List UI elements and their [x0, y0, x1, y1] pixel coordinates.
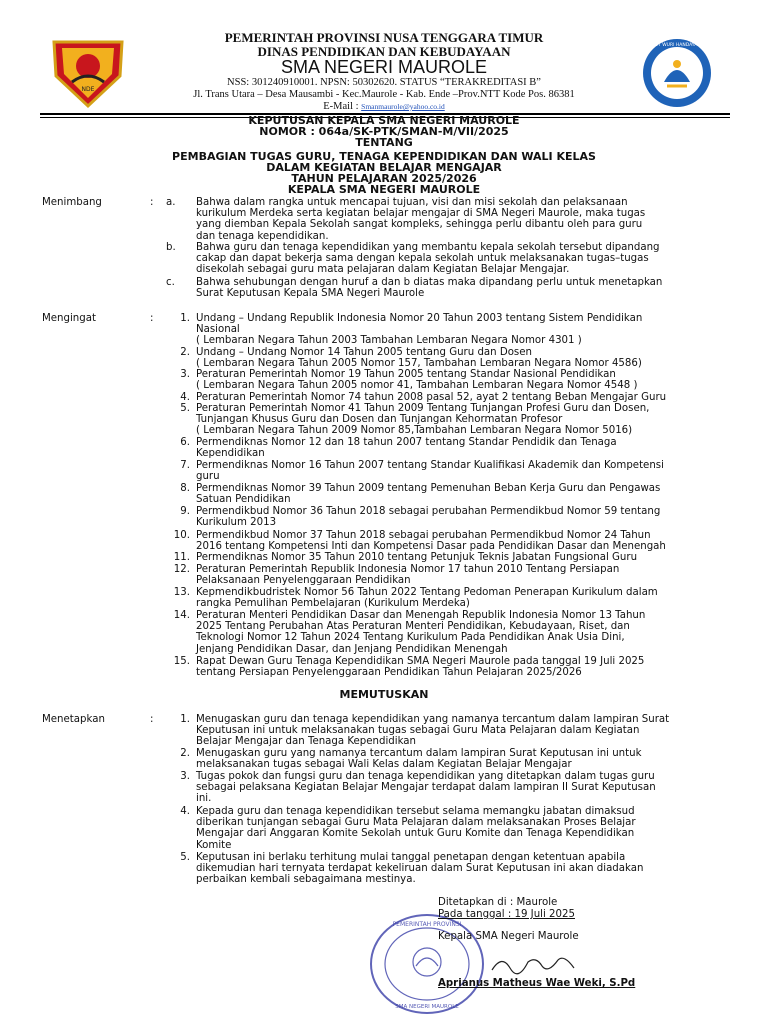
official-stamp: [368, 912, 486, 1016]
text-line: Rapat Dewan Guru Tenaga Kependidikan SMA Negeri Maurole pada tanggal 19 Juli 2025: [196, 656, 645, 667]
text-line: diberikan tunjangan sebagai Guru Mata Pelajaran dalam melaksanakan Proses Belajar: [196, 817, 636, 829]
mengingat-item: [196, 610, 722, 655]
menetapkan-label: Menetapkan: [42, 714, 105, 725]
text-line: ( Lembaran Negara Tahun 2003 Tambahan Lembaran Negara Nomor 4301 ): [196, 335, 582, 347]
menimbang-item: [196, 277, 722, 299]
text-line: ( Lembaran Negara Tahun 2009 Nomor 85,Tambahan Lembaran Negara Nomor 5016): [196, 425, 633, 437]
text-line: melaksanakan tugas sebagai Wali Kelas dalam Kegiatan Belajar Mengajar: [196, 759, 572, 771]
text-line: Surat Keputusan Kepala SMA Negeri Maurole: [196, 288, 425, 300]
text-line: Permendiknas Nomor 16 Tahun 2007 tentang Standar Kualifikasi Akademik dan Kompetensi: [196, 460, 664, 471]
kop-nss-npsn: NSS: 301240910001. NPSN: 50302620. STATUS “TERAKREDITASI B”: [227, 77, 541, 88]
mengingat-item: [196, 587, 722, 609]
text-line: Tunjangan Khusus Guru dan Dosen dan Tunjangan Kehormatan Profesor: [196, 414, 563, 426]
menetapkan-number: 3.: [180, 771, 190, 782]
kop-address: Jl. Trans Utara – Desa Mausambi - Kec.Maurole - Kab. Ende –Prov.NTT Kode Pos. 86381: [193, 89, 575, 100]
menimbang-label: Menimbang: [42, 197, 102, 208]
mengingat-item: [196, 564, 722, 586]
text-line: 2025 Tentang Perubahan Atas Peraturan Menteri Pendidikan, Kebudayaan, Riset, dan: [196, 621, 630, 633]
mengingat-number: 11.: [173, 552, 190, 563]
text-line: dan tenaga kependidikan.: [196, 230, 329, 242]
text-line: Menugaskan guru yang namanya tercantum dalam lampiran Surat Keputusan ini untuk: [196, 748, 642, 759]
text-line: Kepada guru dan tenaga kependidikan tersebut selama memangku jabatan dimaksud: [196, 806, 635, 817]
logo-left-text: NDE: [81, 86, 95, 93]
menetapkan-number: 4.: [180, 806, 190, 817]
text-line: dikemudian hari ternyata terdapat kekeliruan dalam Surat Keputusan ini akan diadakan: [196, 863, 644, 875]
menetapkan-number: 5.: [180, 852, 190, 863]
menimbang-letter: c.: [166, 277, 175, 288]
text-line: Komite: [196, 839, 232, 851]
text-line: Permendikbud Nomor 36 Tahun 2018 sebagai perubahan Permendikbud Nomor 59 tentang: [196, 506, 661, 517]
menimbang-letter: a.: [166, 197, 176, 208]
menetapkan-item: [196, 748, 722, 770]
menetapkan-item: [196, 771, 722, 805]
handwritten-signature: [488, 950, 578, 978]
menetapkan-item: [196, 852, 722, 886]
pada-tanggal: Pada tanggal : 19 Juli 2025: [438, 909, 575, 920]
text-line: Kepmendikbudristek Nomor 56 Tahun 2022 Tentang Pedoman Penerapan Kurikulum dalam: [196, 587, 658, 598]
text-line: tentang Persiapan Penyelenggaraan Pendidikan Tahun Pelajaran 2025/2026: [196, 667, 582, 679]
signatory-name: Aprianus Matheus Wae Weki, S.Pd: [438, 978, 636, 989]
menetapkan-number: 1.: [180, 714, 190, 725]
text-line: Tugas pokok dan fungsi guru dan tenaga kependidikan yang ditetapkan dalam tugas guru: [196, 771, 655, 782]
text-line: Bahwa guru dan tenaga kependidikan yang membantu kepala sekolah tersebut dipandang: [196, 242, 660, 253]
text-line: 2016 tentang Kompetensi Inti dan Kompetensi Dasar pada Pendidikan Dasar dan Menengah: [196, 541, 666, 553]
text-line: Permendikbud Nomor 37 Tahun 2018 sebagai perubahan Permendikbud Nomor 24 Tahun: [196, 530, 651, 541]
text-line: Permendiknas Nomor 12 dan 18 tahun 2007 tentang Standar Pendidik dan Tenaga: [196, 437, 617, 448]
stamp-inner-text: SMA NEGERI MAUROLE: [395, 1004, 459, 1010]
text-line: kurikulum Merdeka serta kegiatan belajar mengajar di SMA Negeri Maurole, maka tugas: [196, 208, 646, 220]
mengingat-number: 3.: [180, 369, 190, 380]
mengingat-item: [196, 392, 722, 403]
text-line: yang diemban Kepala Sekolah sangat kompleks, sehingga perlu dibantu oleh para guru: [196, 219, 643, 231]
mengingat-item: [196, 460, 722, 482]
text-line: Keputusan ini berlaku terhitung mulai tanggal penetapan dengan ketentuan apabila: [196, 852, 626, 863]
mengingat-colon: :: [150, 313, 154, 324]
stamp-text: PEMERINTAH PROVINSI: [392, 921, 462, 928]
mengingat-number: 10.: [173, 530, 190, 541]
mengingat-item: [196, 403, 722, 437]
mengingat-number: 5.: [180, 403, 190, 414]
text-line: Peraturan Pemerintah Nomor 41 Tahun 2009 Tentang Tunjangan Profesi Guru dan Dosen,: [196, 403, 650, 414]
kop-department: DINAS PENDIDIKAN DAN KEBUDAYAAN: [257, 44, 511, 59]
text-line: Bahwa dalam rangka untuk mencapai tujuan, visi dan misi sekolah dan pelaksanaan: [196, 197, 628, 208]
mengingat-number: 14.: [173, 610, 190, 621]
mengingat-item: [196, 530, 722, 552]
decree-subject-2: DALAM KEGIATAN BELAJAR MENGAJAR: [266, 161, 502, 174]
mengingat-item: [196, 347, 722, 369]
kop-email-line: [0, 101, 768, 112]
text-line: ( Lembaran Negara Tahun 2005 Nomor 157, Tambahan Lembaran Negara Nomor 4586): [196, 358, 642, 370]
email-link[interactable]: Smanmaurole@yahoo.co.id: [361, 102, 445, 111]
menetapkan-item: [196, 714, 722, 748]
menimbang-item: [196, 197, 722, 242]
decree-number: NOMOR : 064a/SK-PTK/SMAN-M/VII/2025: [259, 125, 509, 138]
text-line: Peraturan Pemerintah Republik Indonesia Nomor 17 tahun 2010 Tentang Persiapan: [196, 564, 620, 575]
text-line: Peraturan Pemerintah Nomor 74 tahun 2008 pasal 52, ayat 2 tentang Beban Mengajar Guru: [196, 392, 667, 403]
mengingat-item: [196, 313, 722, 347]
decree-issuer: KEPALA SMA NEGERI MAUROLE: [287, 183, 481, 196]
mengingat-label: Mengingat: [42, 313, 96, 324]
text-line: Undang – Undang Nomor 14 Tahun 2005 tentang Guru dan Dosen: [196, 347, 532, 358]
menetapkan-item: [196, 806, 722, 851]
decree-about: TENTANG: [355, 136, 413, 149]
mengingat-number: 7.: [180, 460, 190, 471]
signatory-title: Kepala SMA Negeri Maurole: [438, 931, 579, 942]
text-line: Kependidikan: [196, 448, 265, 460]
decree-subject-1: PEMBAGIAN TUGAS GURU, TENAGA KEPENDIDIKAN DAN WALI KELAS: [172, 150, 596, 163]
text-line: Mengajar dari Anggaran Komite Sekolah untuk Guru Komite dan Tenaga Kependidikan: [196, 828, 635, 840]
mengingat-number: 12.: [173, 564, 190, 575]
mengingat-number: 2.: [180, 347, 190, 358]
text-line: sebagai pelaksana Kegiatan Belajar Mengajar terdapat dalam lampiran II Surat Keputusan: [196, 782, 656, 794]
text-line: Satuan Pendidikan: [196, 494, 291, 506]
decree-subject-3: TAHUN PELAJARAN 2025/2026: [291, 172, 477, 185]
text-line: Belajar Mengajar dan Tenaga Kependidikan: [196, 736, 417, 748]
kop-government: PEMERINTAH PROVINSI NUSA TENGGARA TIMUR: [224, 30, 544, 45]
mengingat-number: 13.: [173, 587, 190, 598]
mengingat-item: [196, 369, 722, 391]
logo-right-text: TUT WURI HANDAYANI: [652, 43, 702, 48]
mengingat-item: [196, 483, 722, 505]
text-line: cakap dan dapat bekerja sama dengan kepala sekolah untuk melaksanakan tugas–tugas: [196, 253, 649, 265]
text-line: ini.: [196, 793, 212, 805]
mengingat-item: [196, 437, 722, 459]
menetapkan-colon: :: [150, 714, 154, 725]
mengingat-number: 6.: [180, 437, 190, 448]
text-line: rangka Pemulihan Pembelajaran (Kurikulum Merdeka): [196, 598, 470, 610]
text-line: Permendiknas Nomor 39 Tahun 2009 tentang Pemenuhan Beban Kerja Guru dan Pengawas: [196, 483, 661, 494]
text-line: Bahwa sehubungan dengan huruf a dan b diatas maka dipandang perlu untuk menetapkan: [196, 277, 663, 288]
text-line: Peraturan Pemerintah Nomor 19 Tahun 2005 tentang Standar Nasional Pendidikan: [196, 369, 616, 380]
kop-school-name: SMA NEGERI MAUROLE: [280, 57, 488, 77]
text-line: ( Lembaran Negara Tahun 2005 nomor 41, Tambahan Lembaran Negara Nomor 4548 ): [196, 380, 638, 392]
mengingat-item: [196, 552, 722, 563]
menimbang-item: [196, 242, 722, 276]
memutuskan-heading: MEMUTUSKAN: [339, 688, 429, 701]
mengingat-number: 8.: [180, 483, 190, 494]
text-line: Undang – Undang Republik Indonesia Nomor 20 Tahun 2003 tentang Sistem Pendidikan: [196, 313, 643, 324]
text-line: disekolah sebagai guru mata pelajaran dalam Kegiatan Belajar Mengajar.: [196, 264, 570, 276]
mengingat-number: 9.: [180, 506, 190, 517]
mengingat-number: 1.: [180, 313, 190, 324]
text-line: Jenjang Pendidikan Dasar, dan Jenjang Pendidikan Menengah: [196, 643, 508, 655]
decree-title: KEPUTUSAN KEPALA SMA NEGERI MAUROLE: [248, 114, 520, 127]
text-line: Teknologi Nomor 12 Tahun 2024 Tentang Kurikulum Pada Pendidikan Anak Usia Dini,: [196, 632, 625, 644]
text-line: Nasional: [196, 324, 240, 336]
menetapkan-number: 2.: [180, 748, 190, 759]
text-line: Pelaksanaan Penyelenggaraan Pendidikan: [196, 575, 411, 587]
mengingat-item: [196, 506, 722, 528]
text-line: Peraturan Menteri Pendidikan Dasar dan Menengah Republik Indonesia Nomor 13 Tahun: [196, 610, 646, 621]
ditetapkan-di: Ditetapkan di : Maurole: [438, 897, 558, 908]
email-label: E-Mail :: [323, 101, 362, 112]
text-line: perbaikan kembali sebagaimana mestinya.: [196, 874, 416, 886]
text-line: Permendiknas Nomor 35 Tahun 2010 tentang Petunjuk Teknis Jabatan Fungsional Guru: [196, 552, 638, 563]
text-line: Keputusan ini untuk melaksanakan tugas sebagai Guru Mata Pelajaran dalam Kegiatan: [196, 725, 640, 737]
mengingat-item: [196, 656, 722, 678]
text-line: Menugaskan guru dan tenaga kependidikan yang namanya tercantum dalam lampiran Surat: [196, 714, 670, 725]
menimbang-colon: :: [150, 197, 154, 208]
text-line: Kurikulum 2013: [196, 517, 277, 529]
menimbang-letter: b.: [166, 242, 176, 253]
text-line: guru: [196, 471, 220, 483]
mengingat-number: 4.: [180, 392, 190, 403]
mengingat-number: 15.: [173, 656, 190, 667]
